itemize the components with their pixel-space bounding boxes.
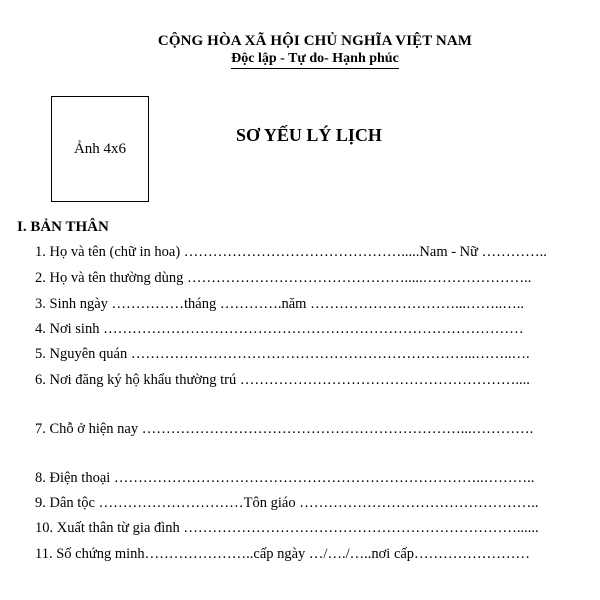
field-full-name: 1. Họ và tên (chữ in hoa) ……………………………………….....Nam - Nữ …………..	[35, 244, 547, 260]
field-place-of-birth: 4. Nơi sinh ……………………………………………………………………………	[35, 321, 524, 337]
field-permanent-residence: 6. Nơi đăng ký hộ khẩu thường trú …………………………………………………....	[35, 372, 530, 388]
document-title: SƠ YẾU LÝ LỊCH	[236, 125, 382, 145]
national-motto-text: Độc lập - Tự do- Hạnh phúc	[231, 51, 399, 69]
photo-placeholder-label: Ảnh 4x6	[73, 140, 127, 157]
field-current-address: 7. Chỗ ở hiện nay …………………………………………………………...………….	[35, 421, 534, 437]
national-motto	[0, 51, 600, 69]
national-title: CỘNG HÒA XÃ HỘI CHỦ NGHĨA VIỆT NAM	[157, 33, 473, 49]
field-phone: 8. Điện thoại …………………………………………………………………..………..	[35, 470, 535, 486]
field-family-background: 10. Xuất thân từ gia đình ……………………………………………………………......	[35, 520, 539, 536]
photo-placeholder-box	[51, 96, 149, 202]
section-heading-personal: I. BẢN THÂN	[17, 219, 109, 235]
field-hometown: 5. Nguyên quán ……………………………………………………………...……..….	[35, 346, 530, 362]
field-ethnicity-religion: 9. Dân tộc …………………………Tôn giáo …………………………………………..	[35, 495, 539, 511]
field-common-name: 2. Họ và tên thường dùng ……………………………………….....…………………..	[35, 270, 532, 286]
field-date-of-birth: 3. Sinh ngày ……………tháng ………….năm …………………………...……..…..	[35, 296, 524, 312]
field-id-number: 11. Số chứng minh…………………..cấp ngày …/…./…..nơi cấp……………………	[35, 546, 531, 562]
